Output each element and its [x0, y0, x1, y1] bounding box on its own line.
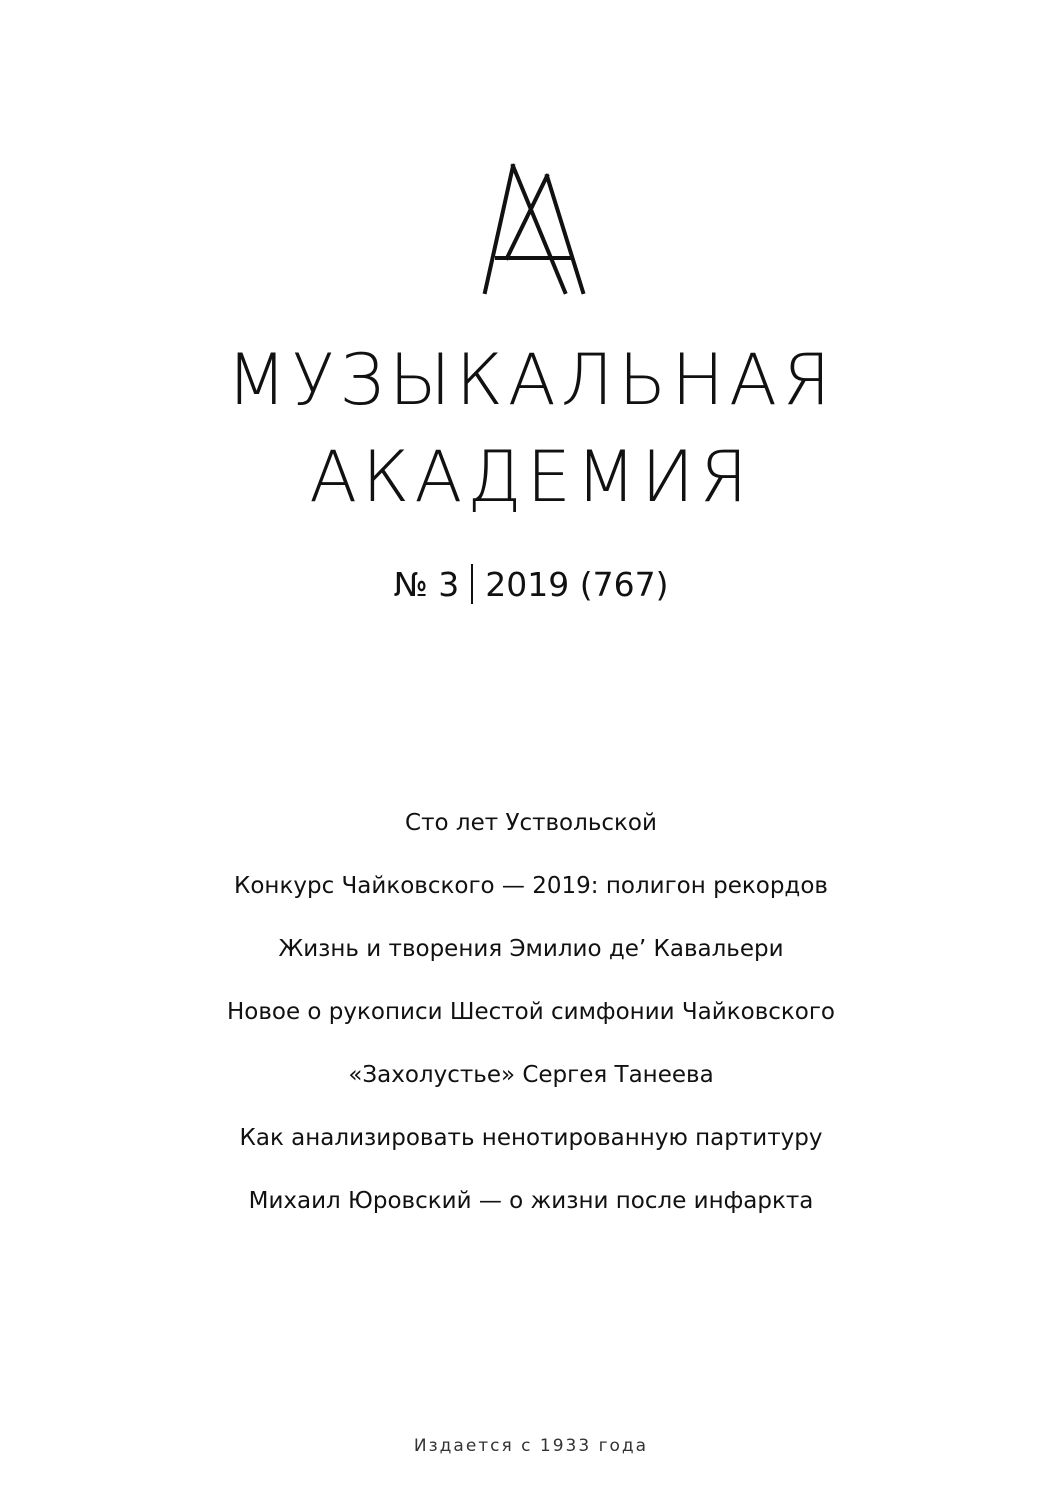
journal-title-line1: МУЗЫКАЛЬНАЯ: [226, 339, 836, 421]
contents-item: Сто лет Уствольской: [405, 810, 657, 836]
issue-year: 2019 (767): [485, 565, 669, 604]
contents-item: «Захолустье» Сергея Танеева: [348, 1062, 714, 1088]
contents-item: Конкурс Чайковского — 2019: полигон рекордов: [234, 873, 828, 899]
contents-list: [0, 800, 1062, 1241]
published-since: Издается с 1933 года: [413, 1436, 649, 1456]
contents-item: Как анализировать ненотированную партитуру: [239, 1125, 823, 1151]
contents-item: Михаил Юровский — о жизни после инфаркта: [248, 1188, 814, 1214]
issue-number: № 3: [393, 565, 460, 604]
journal-title-line2: АКАДЕМИЯ: [309, 436, 753, 518]
journal-logo-icon: [475, 160, 590, 300]
stacked-a-logo-icon: [475, 160, 590, 300]
issue-separator: [471, 564, 473, 604]
contents-item: Жизнь и творения Эмилио де’ Кавальери: [278, 936, 784, 962]
issue-info: [0, 560, 1062, 610]
contents-item: Новое о рукописи Шестой симфонии Чайковского: [226, 999, 836, 1025]
